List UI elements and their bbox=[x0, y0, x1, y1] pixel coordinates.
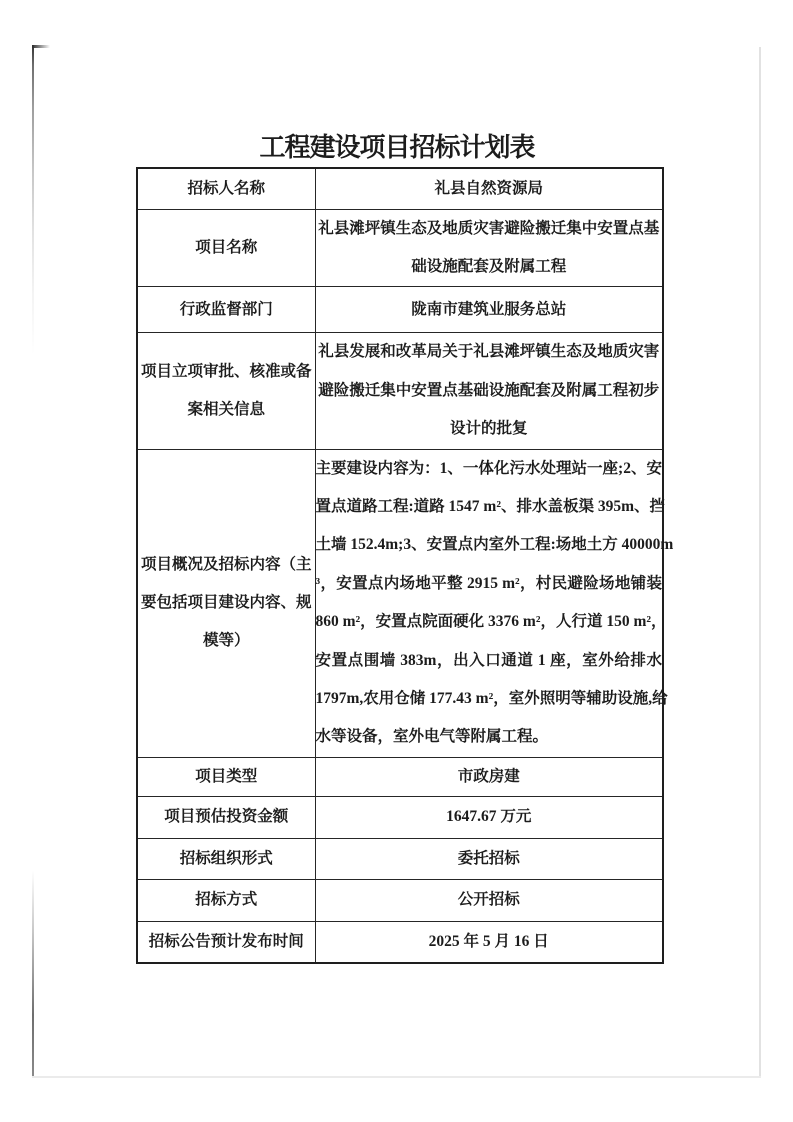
document-title: 工程建设项目招标计划表 bbox=[259, 133, 535, 162]
text-line: 水等设备，室外电气等附属工程。 bbox=[315, 728, 549, 746]
text-line: ³，安置点内场地平整 2915 m²，村民避险场地铺装 bbox=[315, 574, 662, 592]
text-line: 1797m,农用仓储 177.43 m²，室外照明等辅助设施,给 bbox=[315, 689, 668, 707]
row-label-cell bbox=[137, 880, 315, 922]
row-label-cell bbox=[137, 839, 315, 880]
text-line: 避险搬迁集中安置点基础设施配套及附属工程初步 bbox=[318, 381, 660, 399]
row-label-cell bbox=[137, 168, 315, 209]
text-line: 项目立项审批、核准或备 bbox=[140, 362, 312, 380]
text-line: 委托招标 bbox=[457, 849, 520, 867]
text-line: 招标方式 bbox=[195, 891, 258, 909]
paper-edge-bottom bbox=[32, 1076, 761, 1078]
text-line: 置点道路工程:道路 1547 m²、排水盖板渠 395m、挡 bbox=[315, 497, 666, 515]
text-line: 模等） bbox=[202, 632, 250, 650]
text-line: 设计的批复 bbox=[449, 420, 528, 438]
text-line: 招标组织形式 bbox=[179, 849, 273, 867]
table-row bbox=[137, 797, 663, 839]
row-value-cell bbox=[315, 922, 663, 963]
table-row bbox=[137, 168, 663, 209]
bidding-plan-table bbox=[136, 167, 674, 964]
text-line: 项目类型 bbox=[195, 767, 258, 785]
text-line: 项目名称 bbox=[195, 238, 258, 256]
text-line: 案相关信息 bbox=[187, 400, 265, 418]
text-line: 礼县发展和改革局关于礼县滩坪镇生态及地质灾害 bbox=[318, 343, 660, 361]
row-value-cell bbox=[315, 209, 663, 287]
text-line: 项目概况及招标内容（主 bbox=[140, 555, 312, 573]
row-label-cell bbox=[137, 209, 315, 287]
row-label-cell bbox=[137, 449, 315, 757]
text-line: 礼县滩坪镇生态及地质灾害避险搬迁集中安置点基 bbox=[318, 219, 660, 237]
row-value-cell bbox=[315, 449, 674, 757]
text-line: 1647.67 万元 bbox=[446, 808, 532, 826]
text-line: 要包括项目建设内容、规 bbox=[140, 593, 312, 611]
row-label-cell bbox=[137, 287, 315, 333]
table-row bbox=[137, 333, 663, 449]
row-value-cell bbox=[315, 797, 663, 839]
paper-edge-right bbox=[759, 47, 761, 1077]
row-value-cell bbox=[315, 168, 663, 209]
table-row bbox=[137, 880, 663, 922]
text-line: 招标公告预计发布时间 bbox=[148, 932, 304, 950]
text-line: 860 m²，安置点院面硬化 3376 m²，人行道 150 m²， bbox=[315, 613, 667, 631]
text-line: 市政房建 bbox=[457, 767, 520, 785]
text-line: 土墙 152.4m;3、安置点内室外工程:场地土方 40000m bbox=[315, 536, 674, 554]
table-row bbox=[137, 757, 663, 796]
text-line: 项目预估投资金额 bbox=[164, 808, 289, 826]
paper-edge-left bbox=[32, 45, 34, 1077]
row-label-cell bbox=[137, 922, 315, 963]
table-row bbox=[137, 922, 663, 963]
text-line: 2025 年 5 月 16 日 bbox=[428, 932, 549, 950]
text-line: 陇南市建筑业服务总站 bbox=[411, 300, 567, 318]
row-value-cell bbox=[315, 839, 663, 880]
table-row bbox=[137, 209, 663, 287]
text-line: 行政监督部门 bbox=[179, 300, 273, 318]
row-value-cell bbox=[315, 757, 663, 796]
text-line: 招标人名称 bbox=[187, 179, 265, 197]
row-label-cell bbox=[137, 757, 315, 796]
text-line: 主要建设内容为：1、一体化污水处理站一座;2、安 bbox=[315, 459, 662, 477]
text-line: 安置点围墙 383m，出入口通道 1 座，室外给排水 bbox=[315, 651, 662, 669]
table-row bbox=[137, 287, 663, 333]
table-row bbox=[137, 839, 663, 880]
text-line: 公开招标 bbox=[457, 891, 520, 909]
row-label-cell bbox=[137, 797, 315, 839]
row-label-cell bbox=[137, 333, 315, 449]
text-line: 础设施配套及附属工程 bbox=[411, 257, 567, 275]
row-value-cell bbox=[315, 333, 663, 449]
table-row bbox=[137, 449, 663, 757]
text-line: 礼县自然资源局 bbox=[434, 179, 543, 197]
row-value-cell bbox=[315, 880, 663, 922]
scan-artifact-corner-dash bbox=[32, 45, 50, 48]
row-value-cell bbox=[315, 287, 663, 333]
